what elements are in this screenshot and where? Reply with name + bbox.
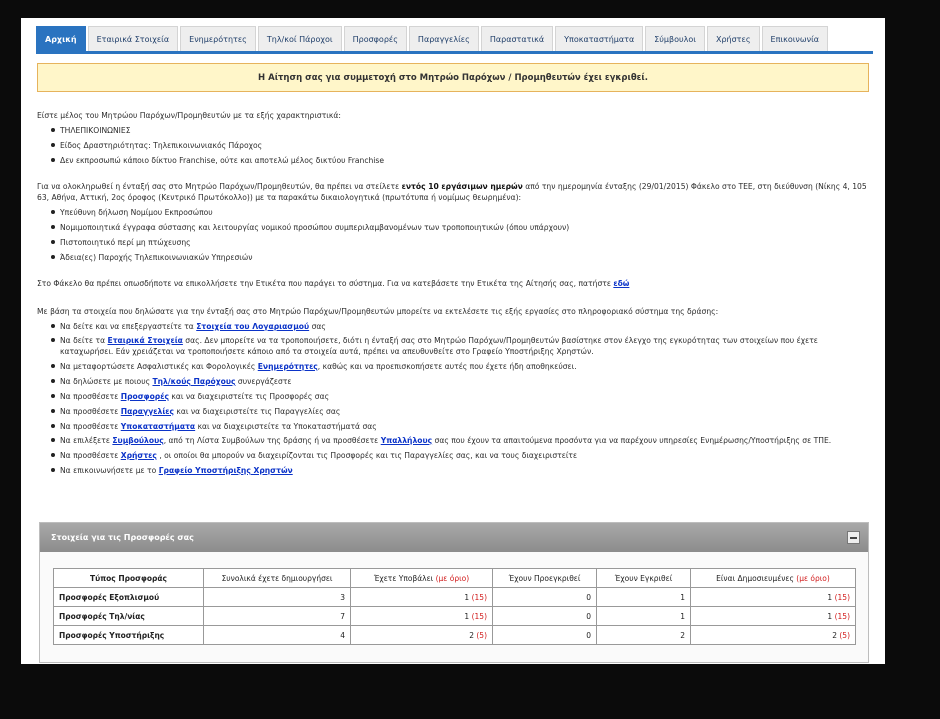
panel-title: Στοιχεία για τις Προσφορές σας <box>51 533 194 542</box>
completion-text: Για να ολοκληρωθεί η ένταξή σας στο Μητρώο Παρόχων/Προμηθευτών, θα πρέπει να στείλετε εντός 10 εργάσιμων ημερών από την ημερομηνία ένταξης (29/01/2015) Φάκελο στο ΤΕΕ, στη διεύθυνση (Νίκης 4, 105 63, Αθήνα, Αττική, 2ος όροφος (Κεντρικό Πρωτόκολλο)) με τα παρακάτω δικαιολογητικά (πρωτότυπα ή νομίμως θεωρημένα): <box>37 182 867 202</box>
deadline-text: εντός 10 εργάσιμων ημερών <box>401 182 523 191</box>
table-row: Προσφορές Τηλ/νίας 7 1 (15) 0 1 1 (15) <box>54 607 856 626</box>
tab-branches[interactable]: Υποκαταστήματα <box>555 26 643 51</box>
list-item: ΤΗΛΕΠΙΚΟΙΝΩΝΙΕΣ <box>51 123 869 138</box>
telecom-providers-link[interactable]: Τηλ/κούς Παρόχους <box>152 377 236 386</box>
offers-panel-header <box>40 523 868 552</box>
list-item: Νομιμοποιητικά έγγραφα σύστασης και λειτουργίας νομικού προσώπου συμπεριλαμβανομένων των τροποποιητικών (όπου υπάρχουν) <box>51 220 869 235</box>
tab-orders[interactable]: Παραγγελίες <box>409 26 479 51</box>
intro-text: Είστε μέλος του Μητρώου Παρόχων/Προμηθευτών με τα εξής χαρακτηριστικά: <box>37 111 341 120</box>
offers-table <box>53 568 856 645</box>
column-header: Συνολικά έχετε δημιουργήσει <box>204 569 351 588</box>
employees-link[interactable]: Υπαλλήλους <box>380 436 433 445</box>
list-item: Να μεταφορτώσετε Ασφαλιστικές και Φορολογικές Ενημερότητες, καθώς και να προεπισκοπήσετε αυτές που έχετε ήδη αποθηκεύσει. <box>51 359 869 374</box>
table-row: Προσφορές Εξοπλισμού 3 1 (15) 0 1 1 (15) <box>54 588 856 607</box>
characteristics-list <box>51 123 869 168</box>
list-item: Είδος Δραστηριότητας: Τηλεπικοινωνιακός Πάροχος <box>51 138 869 153</box>
label-instruction: Στο Φάκελο θα πρέπει οπωσδήποτε να επικολλήσετε την Ετικέτα που παράγει το σύστημα. Για να κατεβάσετε την Ετικέτα της Αίτησής σας, πατήστε εδώ <box>37 279 630 288</box>
offers-link[interactable]: Προσφορές <box>120 392 169 401</box>
tab-offers[interactable]: Προσφορές <box>344 26 407 51</box>
list-item: Να δηλώσετε με ποιους Τηλ/κούς Παρόχους συνεργάζεστε <box>51 374 869 389</box>
list-item: Να προσθέσετε Παραγγελίες και να διαχειριστείτε τις Παραγγελίες σας <box>51 404 869 419</box>
tab-telecom-providers[interactable]: Τηλ/κοί Πάροχοι <box>258 26 342 51</box>
offers-panel <box>39 522 869 663</box>
list-item: Υπεύθυνη δήλωση Νομίμου Εκπροσώπου <box>51 205 869 220</box>
list-item: Δεν εκπροσωπώ κάποιο δίκτυο Franchise, ούτε και αποτελώ μέλος δικτύου Franchise <box>51 153 869 168</box>
column-header: Έχουν Εγκριθεί <box>597 569 691 588</box>
branches-link[interactable]: Υποκαταστήματα <box>120 422 196 431</box>
main-nav-tabs <box>36 26 828 51</box>
tab-underline <box>36 51 873 54</box>
tasks-list <box>51 319 869 478</box>
list-item: Να δείτε και να επεξεργαστείτε τα Στοιχεία του Λογαριασμού σας <box>51 319 869 334</box>
column-header: Έχουν Προεγκριθεί <box>493 569 597 588</box>
orders-link[interactable]: Παραγγελίες <box>120 407 175 416</box>
list-item: Να δείτε τα Εταιρικά Στοιχεία σας. Δεν μπορείτε να τα τροποποιήσετε, διότι η ένταξή σας στο Μητρώο Παρόχων/Προμηθευτών βασίστηκε στον έλεγχο της εγκυρότητας των στοιχείων που έχετε καταχωρήσει. Εάν χρειάζεται να τροποποιήσετε κάποιο από τα στοιχεία αυτά, πρέπει να απευθυνθείτε στο Γραφείο Υποστήριξης Χρηστών. <box>51 334 869 359</box>
tab-home[interactable]: Αρχική <box>36 26 86 51</box>
tab-certificates[interactable]: Ενημερότητες <box>180 26 256 51</box>
tab-company-details[interactable]: Εταιρικά Στοιχεία <box>88 26 179 51</box>
tab-consultants[interactable]: Σύμβουλοι <box>645 26 705 51</box>
list-item: Πιστοποιητικό περί μη πτώχευσης <box>51 235 869 250</box>
main-content <box>37 108 869 478</box>
list-item: Να προσθέσετε Υποκαταστήματα και να διαχειριστείτε τα Υποκαταστήματά σας <box>51 419 869 434</box>
tab-users[interactable]: Χρήστες <box>707 26 760 51</box>
approval-notice: Η Αίτηση σας για συμμετοχή στο Μητρώο Παρόχων / Προμηθευτών έχει εγκριθεί. <box>37 63 869 92</box>
list-item: Να προσθέσετε Προσφορές και να διαχειριστείτε τις Προσφορές σας <box>51 389 869 404</box>
users-link[interactable]: Χρήστες <box>120 451 157 460</box>
column-header: Έχετε Υποβάλει (με όριο) <box>351 569 493 588</box>
list-item: Να προσθέσετε Χρήστες , οι οποίοι θα μπορούν να διαχειρίζονται τις Προσφορές και τις Παραγγελίες σας, και να τους διαχειριστείτε <box>51 448 869 463</box>
download-label-link[interactable]: εδώ <box>613 279 630 288</box>
column-header: Τύπος Προσφοράς <box>54 569 204 588</box>
table-row: Προσφορές Υποστήριξης 4 2 (5) 0 2 2 (5) <box>54 626 856 645</box>
support-office-link[interactable]: Γραφείο Υποστήριξης Χρηστών <box>158 466 293 475</box>
table-header-row <box>54 569 856 588</box>
company-details-link[interactable]: Εταιρικά Στοιχεία <box>107 336 183 345</box>
consultants-link[interactable]: Συμβούλους <box>112 436 164 445</box>
list-item: Να επιλέξετε Συμβούλους, από τη Λίστα Συμβούλων της δράσης ή να προσθέσετε Υπαλλήλους σας που έχουν τα απαιτούμενα προσόντα για να παρέχουν υπηρεσίες Ενημέρωσης/Υποστήριξης σε ΤΠΕ. <box>51 434 869 448</box>
tab-contact[interactable]: Επικοινωνία <box>762 26 829 51</box>
account-details-link[interactable]: Στοιχεία του Λογαριασμού <box>196 322 310 331</box>
certificates-link[interactable]: Ενημερότητες <box>257 362 318 371</box>
tab-invoices[interactable]: Παραστατικά <box>481 26 553 51</box>
list-item: Να επικοινωνήσετε με το Γραφείο Υποστήριξης Χρηστών <box>51 463 869 478</box>
browser-window <box>21 18 885 664</box>
column-header: Είναι Δημοσιευμένες (με όριο) <box>691 569 856 588</box>
list-item: Άδεια(ες) Παροχής Τηλεπικοινωνιακών Υπηρεσιών <box>51 250 869 265</box>
collapse-icon[interactable] <box>847 531 860 544</box>
documents-list <box>51 205 869 265</box>
tasks-intro: Με βάση τα στοιχεία που δηλώσατε για την ένταξή σας στο Μητρώο Παρόχων/Προμηθευτών μπορείτε να εκτελέσετε τις εξής εργασίες στο πληροφοριακό σύστημα της δράσης: <box>37 307 719 316</box>
